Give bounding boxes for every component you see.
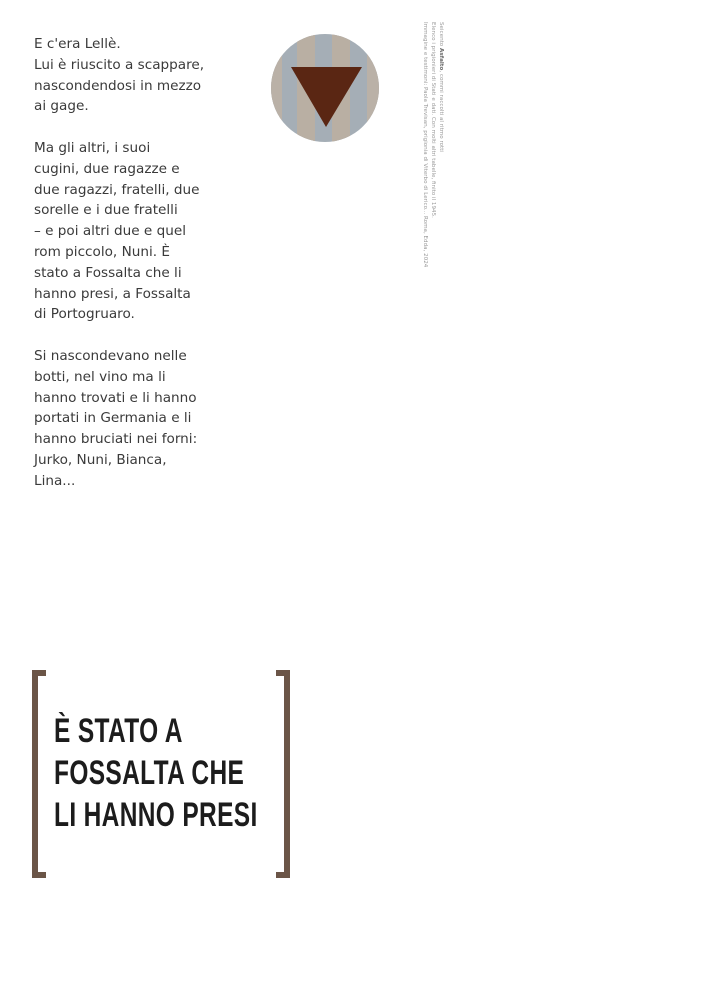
left-bracket — [32, 670, 46, 878]
text-line: hanno bruciati nei forni: — [34, 431, 198, 448]
text-line: hanno presi, a Fossalta — [34, 285, 191, 302]
text-line: cugini, due ragazze e — [34, 160, 180, 177]
text-line: sorelle e i due fratelli — [34, 202, 178, 219]
text-line: Si nascondevano nelle — [34, 347, 187, 364]
text-line: Jurko, Nuni, Bianca, — [34, 451, 167, 468]
quote-line: È STATO A — [54, 712, 183, 750]
paragraph-2 — [34, 138, 224, 325]
quote-line: LI HANNO PRESI — [54, 796, 258, 834]
paragraph-3 — [34, 346, 224, 492]
text-line: due ragazzi, fratelli, due — [34, 181, 200, 198]
credit-line-1: Seicento Asfalto, commi raccolti al ritmo rotti — [438, 22, 444, 152]
text-line: Lui è riuscito a scappare, — [34, 56, 205, 73]
credit-line-3: Immagine e testimoni: Paola Trevisan, prigionia di Viterbo di Lerico... Roma, Edda, 2024 — [422, 22, 428, 268]
pull-quote-text — [54, 710, 284, 836]
text-line: nascondendosi in mezzo — [34, 77, 202, 94]
text-line: botti, nel vino ma li — [34, 368, 166, 385]
body-text — [34, 34, 224, 512]
text-line: – e poi altri due e quel — [34, 223, 186, 240]
text-line: rom piccolo, Nuni. È — [34, 243, 170, 260]
text-line: portati in Germania e li — [34, 410, 192, 427]
text-line: Ma gli altri, i suoi — [34, 139, 151, 156]
text-line: di Portogruaro. — [34, 306, 135, 323]
text-line: stato a Fossalta che li — [34, 264, 182, 281]
vertical-credit — [405, 22, 445, 342]
text-line: Lina... — [34, 472, 76, 489]
paragraph-1 — [34, 34, 224, 117]
text-line: ai gage. — [34, 98, 89, 115]
quote-line: FOSSALTA CHE — [54, 754, 245, 792]
triangle-badge-icon — [270, 33, 380, 143]
credit-line-2: Elenco i prigionieri di Stati e dati. Con molti altri tabelle, finito il 1945. — [430, 22, 436, 218]
text-line: hanno trovati e li hanno — [34, 389, 197, 406]
pull-quote — [32, 670, 290, 878]
text-line: E c'era Lellè. — [34, 36, 121, 52]
